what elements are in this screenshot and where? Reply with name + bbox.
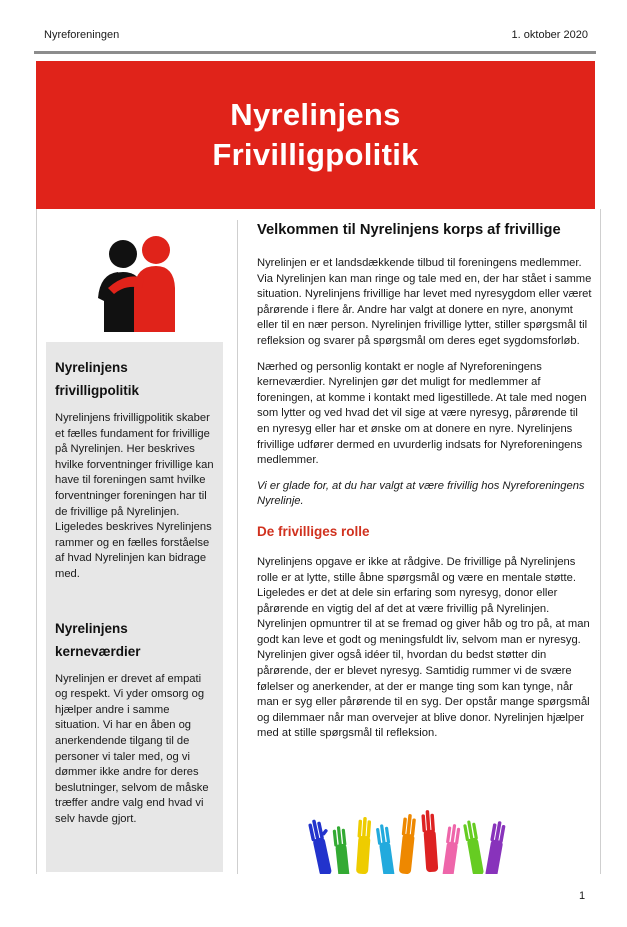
- banner-title-line1: Nyrelinjens: [230, 97, 401, 132]
- page-number: 1: [579, 890, 586, 902]
- main-title: Velkommen til Nyrelinjens korps af frivillige: [257, 222, 561, 238]
- supporting-people-icon: [98, 232, 176, 334]
- right-border-line: [600, 209, 601, 874]
- title-banner: [36, 61, 595, 209]
- intro-paragraph: Nyrelinjen er et landsdækkende tilbud til foreningens medlemmer. Via Nyrelinjen kan man ringe og tale med en, der har stået i samme situation. Nyrelinjens frivillige har levet med nyresygdom eller været pårørende i flere år. Andre har valgt at donere en nyre, anonymt eller til en nær person. Nyrelinjen frivillige lytter, stiller spørgsmål til refleksion og svarer på spørgsmål om deres eget sygdomsforløb.: [257, 257, 592, 347]
- header-org: Nyreforeningen: [44, 29, 120, 41]
- values-paragraph: Nærhed og personlig kontakt er nogle af Nyreforeningens kerneværdier. Nyrelinjen gør det muligt for medlemmer af foreningen, at komme i kontakt med ligestillede. At tale med nogen som lytter og ved hvad det vil sige at være nyresyg, pårørende til en nyresyg eller har et ønske om at donere en nyre. Nyrelinjens frivillige udfører dermed en uvurderlig indsats for Nyreforeningens medlemmer.: [257, 360, 587, 467]
- sidebar-box: [46, 342, 223, 872]
- banner-title-line2: Frivilligpolitik: [212, 137, 419, 172]
- role-heading: De frivilliges rolle: [257, 523, 370, 539]
- header-rule: [34, 51, 596, 54]
- welcome-note: Vi er glade for, at du har valgt at være frivillig hos Nyreforeningens Nyrelinje.: [257, 479, 585, 508]
- sidebar-text-values: Nyrelinjen er drevet af empati og respekt. Vi yder omsorg og hjælper andre i samme situation. Vi har en åben og anerkendende tilgang til de personer vi taler med, og vi dømmer ikke andre for deres beslutninger, selvom de måske træffer andre valg end hvad vi selv havde gjort.: [55, 672, 209, 825]
- raised-hands-icon: [304, 808, 524, 874]
- sidebar-text-policy: Nyrelinjens frivilligpolitik skaber et fælles fundament for frivillige på Nyrelinjen. Her beskrives hvilke forventninger frivillige kan have til foreningen samt hvilke forventninger foreningen har til de frivillige på Nyrelinjen. Ligeledes beskrives Nyrelinjens rammer og en fælles forståelse af hvad Nyrelinjen kan bidrage med.: [55, 412, 214, 580]
- sidebar-title-policy: Nyrelinjens frivilligpolitik: [55, 360, 140, 398]
- role-paragraph: Nyrelinjens opgave er ikke at rådgive. De frivillige på Nyrelinjens rolle er at lytte, stille åbne spørgsmål og være en mentale støtte. Ligeledes er det at dele sin erfaring som nyresyg, donor eller pårørende en vigtig del af det at være frivillig på Nyrelinjen. Nyrelinjen opmuntrer til at se fremad og giver håb og tro på, at man godt kan leve et godt og meningsfuldt liv, selvom man er nyresyg. Nyrelinjen giver også idéer til, hvordan du bedst støtter din pårørende, der er blevet nyresyg. Samtidig rummer vi de svære følelser og anerkender, at der er mange ting som kan tynge, når man er syg eller pårørende til en syg. Der opstår mange spørgsmål og dilemmaer når man overvejer at blive donor. Nyrelinjen hjælper med at stille spørgsmål til refleksion.: [257, 555, 590, 740]
- main-column: [257, 220, 592, 742]
- sidebar-title-values: Nyrelinjens kerneværdier: [55, 620, 141, 659]
- left-border-line: [36, 209, 37, 874]
- header-date: 1. oktober 2020: [511, 29, 588, 41]
- column-divider: [237, 220, 238, 874]
